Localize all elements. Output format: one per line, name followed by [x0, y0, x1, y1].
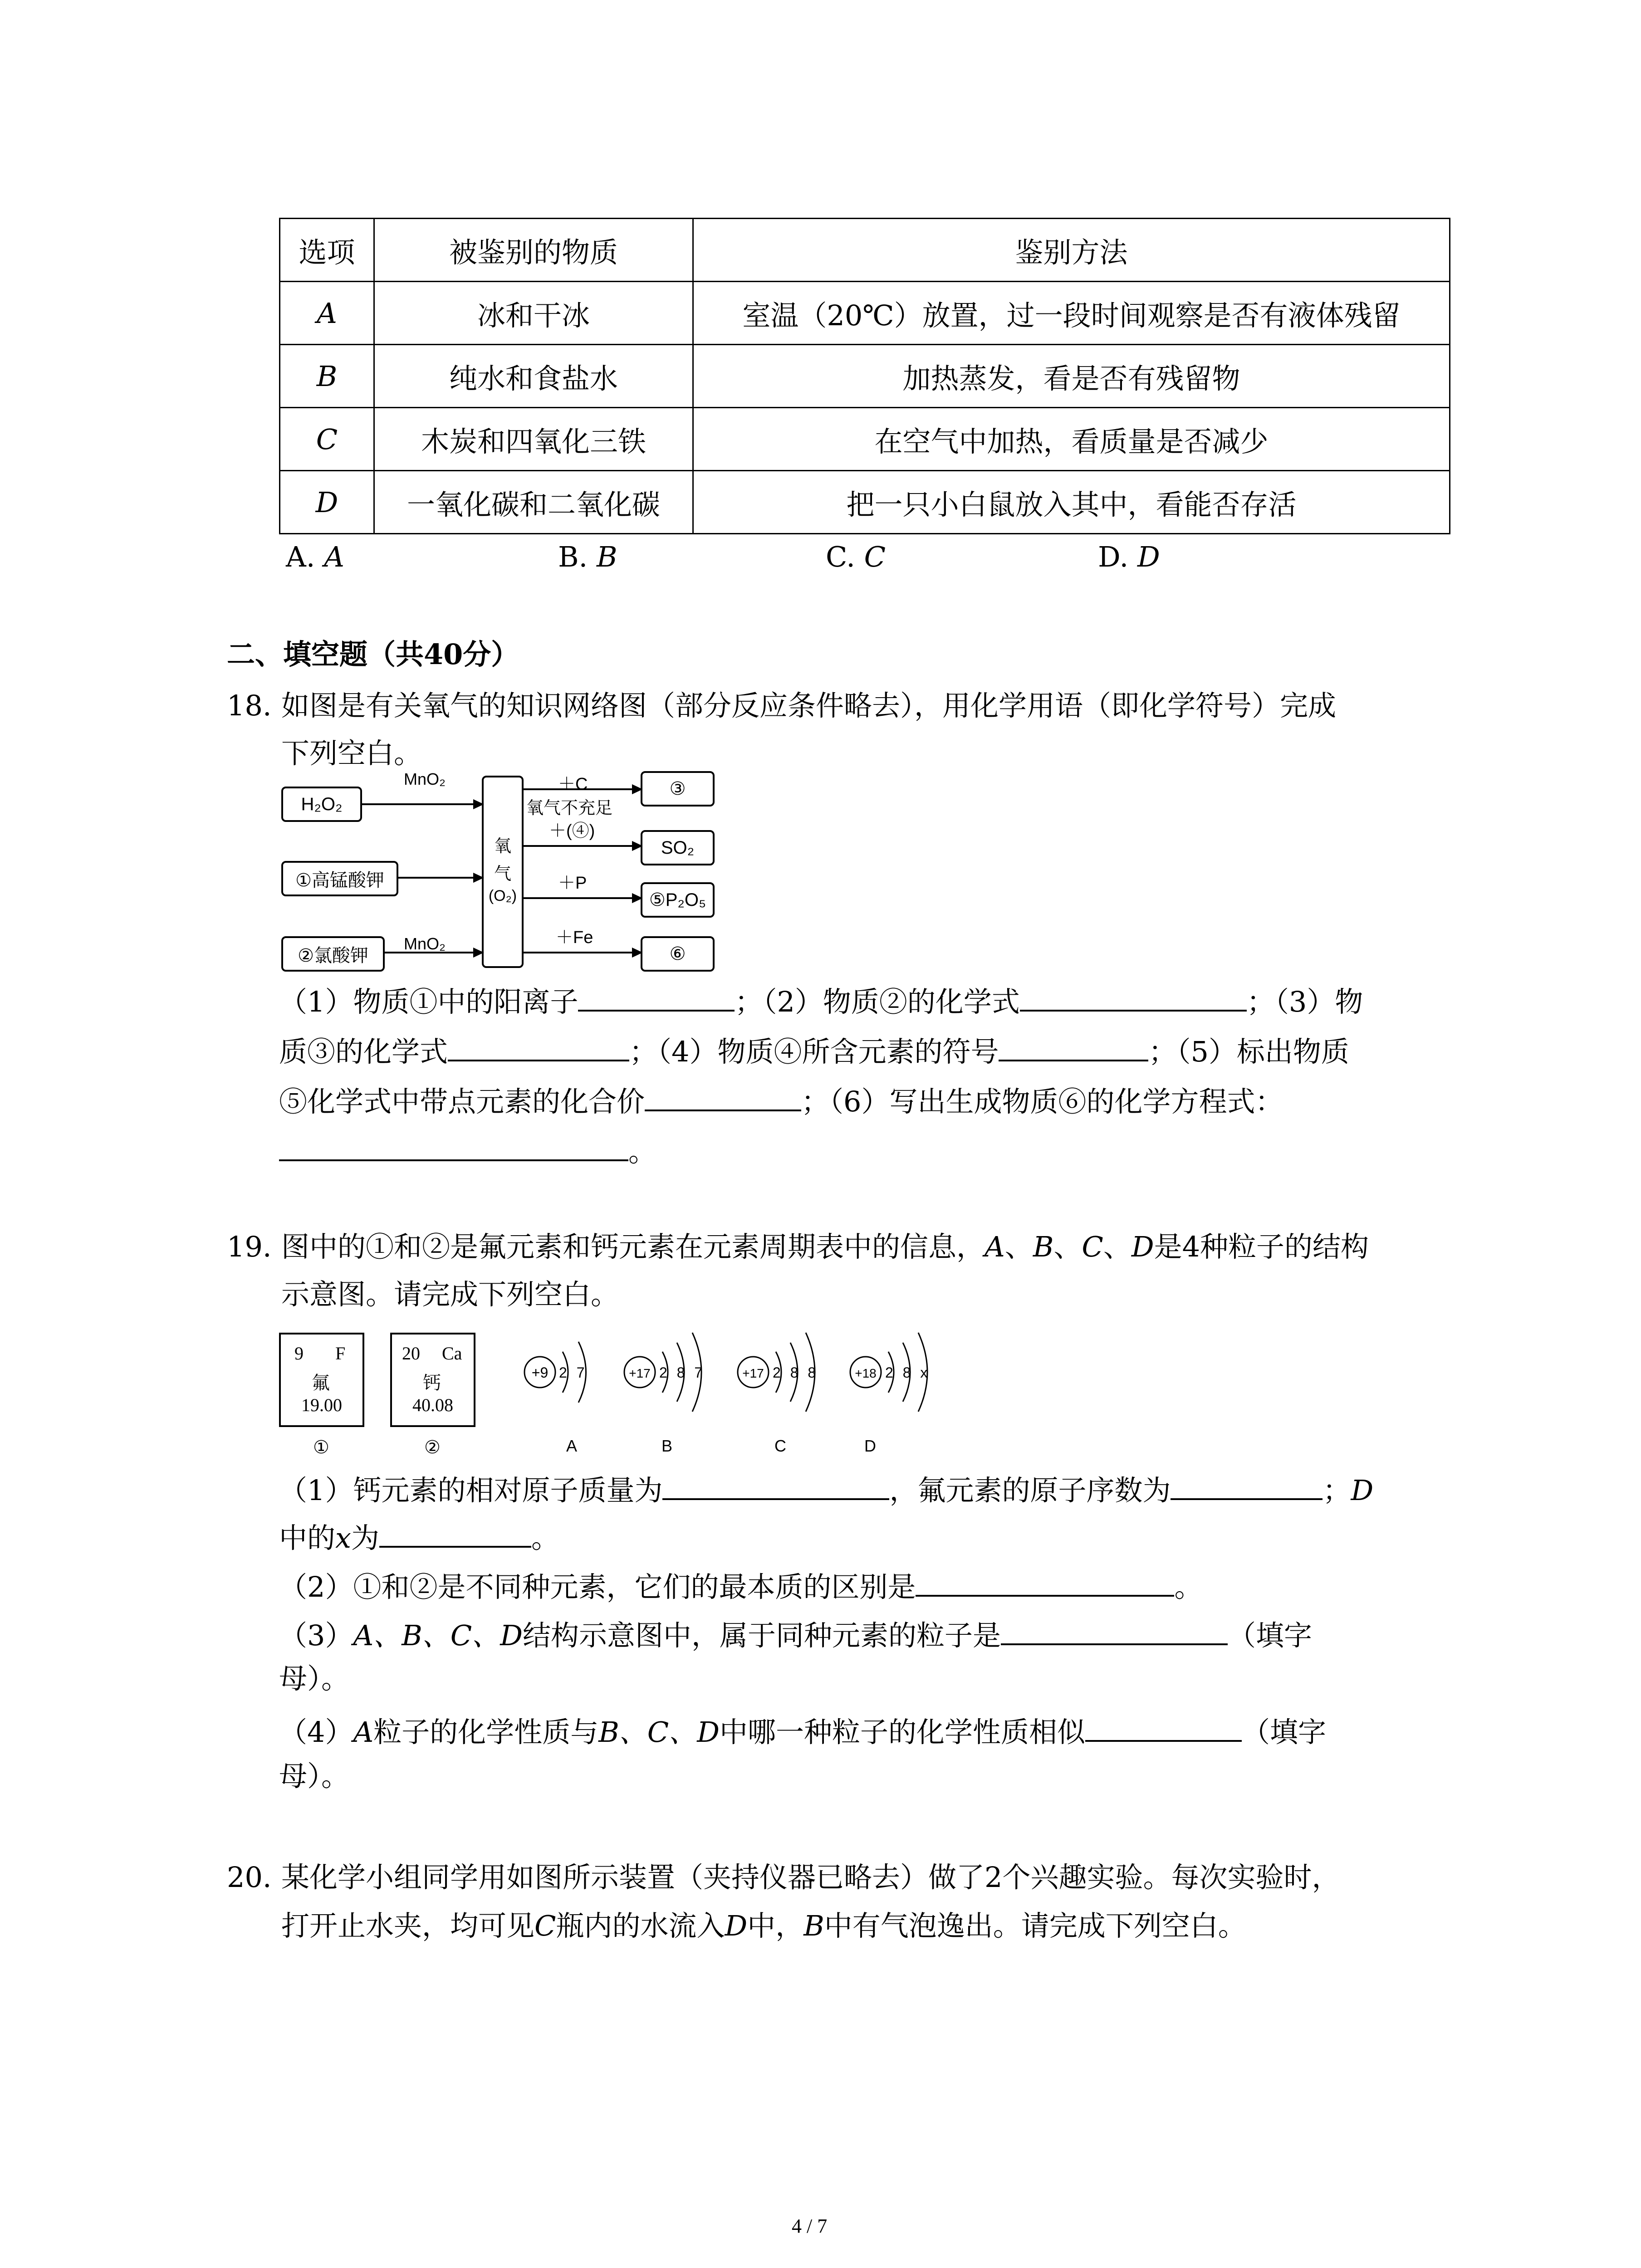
text-fragment: ，氟元素的原子序数为 — [889, 1474, 1171, 1507]
page-number: 4 / 7 — [792, 2215, 828, 2237]
particle-label: B — [661, 1437, 673, 1455]
text-fragment: 结构示意图中，属于同种元素的粒子是 — [522, 1619, 1001, 1652]
answer-blank[interactable] — [662, 1472, 889, 1500]
text-fragment: D — [1351, 1474, 1374, 1507]
answer-blank[interactable] — [578, 983, 735, 1012]
text-fragment: （填字 — [1227, 1619, 1312, 1652]
text-fragment: 。 — [628, 1135, 657, 1168]
text-fragment: （1）物质①中的阳离子 — [279, 985, 578, 1018]
q18-text-line: 下列空白。 — [281, 737, 422, 770]
section-title: 二、填空题（共40分） — [227, 638, 519, 671]
answer-blank[interactable] — [1171, 1472, 1323, 1500]
q19-text-line: 示意图。请完成下列空白。 — [281, 1278, 619, 1311]
table-cell: A — [280, 282, 374, 345]
table-cell: 加热蒸发，看是否有残留物 — [693, 345, 1450, 408]
text-fragment: D — [1131, 1230, 1154, 1263]
answer-blank[interactable] — [448, 1033, 629, 1061]
option-letter: B — [597, 540, 617, 573]
answer-blank[interactable] — [1020, 983, 1247, 1012]
atomic-number: 9 — [294, 1343, 304, 1364]
atomic-number: 20 — [402, 1343, 420, 1364]
text-fragment: D — [725, 1909, 748, 1942]
q20-text-line: 某化学小组同学用如图所示装置（夹持仪器已略去）做了2个兴趣实验。每次实验时， — [281, 1861, 1340, 1894]
element-name: 氟 — [312, 1373, 330, 1393]
text-fragment: 为 — [351, 1521, 379, 1554]
element-cell-fluorine — [279, 1333, 364, 1427]
electron-counts: 2 8 7 — [659, 1364, 705, 1381]
question-number: 18. — [227, 689, 272, 722]
text-fragment: ⑤化学式中带点元素的化合价 — [279, 1085, 645, 1118]
text-fragment: C — [534, 1909, 556, 1942]
text-fragment: ；（6）写出生成物质⑥的化学方程式： — [801, 1085, 1283, 1118]
text-fragment: 瓶内的水流入 — [556, 1909, 725, 1942]
text-fragment: A — [985, 1230, 1005, 1263]
box-kmno4: ①高锰酸钾 — [281, 861, 398, 896]
text-fragment: （填字 — [1241, 1716, 1326, 1749]
q18-line — [279, 1133, 656, 1166]
nucleus-charge: +18 — [855, 1366, 877, 1380]
q18-text-line: 如图是有关氧气的知识网络图（部分反应条件略去），用化学用语（即化学符号）完成 — [281, 689, 1337, 722]
condition-label: 氧气不充足 — [526, 799, 613, 818]
particle-label: A — [566, 1437, 578, 1455]
text-fragment: A — [353, 1716, 374, 1749]
answer-blank[interactable] — [379, 1520, 531, 1548]
table-header: 被鉴别的物质 — [374, 219, 693, 282]
table-cell: 室温（20℃）放置，过一段时间观察是否有液体残留 — [693, 282, 1450, 345]
answer-blank[interactable] — [1001, 1617, 1228, 1645]
element-symbol: F — [335, 1343, 346, 1364]
electron-counts: 2 8 8 — [773, 1364, 819, 1381]
box-h2o2: H₂O₂ — [281, 787, 362, 822]
particle-label: D — [864, 1437, 876, 1455]
q20-text-line — [281, 1909, 1246, 1942]
table-header: 鉴别方法 — [693, 219, 1450, 282]
nucleus-charge: +17 — [742, 1366, 764, 1380]
text-fragment: ；（2）物质②的化学式 — [735, 985, 1020, 1018]
q19-line: 母）。 — [279, 1760, 350, 1793]
box-product-p2o5: ⑤P₂O₅ — [641, 882, 715, 918]
box-kclo3: ②氯酸钾 — [281, 936, 385, 972]
cell-label: ① — [313, 1437, 329, 1458]
answer-blank[interactable] — [1085, 1714, 1242, 1742]
table-cell: 木炭和四氧化三铁 — [374, 408, 693, 471]
text-fragment: 粒子的化学性质与 — [373, 1716, 599, 1749]
option-prefix: B. — [558, 540, 588, 573]
option-prefix: D. — [1098, 540, 1129, 573]
atomic-mass: 19.00 — [301, 1395, 342, 1415]
oxygen-formula: (O₂) — [488, 887, 517, 904]
text-fragment: B — [803, 1909, 824, 1942]
text-fragment: ；（5）标出物质 — [1148, 1035, 1349, 1068]
text-fragment: 、 — [1103, 1230, 1132, 1263]
q19-line — [279, 1569, 1202, 1601]
text-fragment: ； — [1323, 1474, 1351, 1507]
nucleus-charge: +17 — [629, 1366, 651, 1380]
q18-line — [279, 983, 1363, 1016]
option-letter: A — [324, 540, 344, 573]
table-cell: B — [280, 345, 374, 408]
answer-blank[interactable] — [279, 1133, 628, 1161]
box-product-so2: SO₂ — [641, 830, 715, 865]
table-cell: D — [280, 471, 374, 534]
q19-line — [279, 1714, 1326, 1749]
q18-line — [279, 1083, 1283, 1116]
atomic-mass: 40.08 — [412, 1395, 453, 1415]
electron-counts: 2 8 x — [885, 1364, 931, 1381]
option-prefix: A. — [286, 540, 315, 573]
question-number: 20. — [227, 1861, 272, 1894]
table-cell: 纯水和食盐水 — [374, 345, 693, 408]
text-fragment: 质③的化学式 — [279, 1035, 448, 1068]
text-fragment: 打开止水夹，均可见 — [281, 1909, 535, 1942]
reactant-label: ＋P — [558, 874, 587, 893]
reactant-label: ＋Fe — [556, 928, 593, 947]
text-fragment: 中有气泡逸出。请完成下列空白。 — [824, 1909, 1246, 1942]
oxygen-char: 气 — [494, 865, 511, 884]
element-cell-calcium — [390, 1333, 475, 1427]
text-fragment: 。 — [1174, 1570, 1203, 1603]
text-fragment: 、 — [1004, 1230, 1033, 1263]
reactant-label: ＋(④) — [549, 821, 595, 841]
text-fragment: B — [1033, 1230, 1054, 1263]
option-letter: C — [864, 540, 886, 573]
q18-line — [279, 1033, 1349, 1066]
text-fragment: C — [1082, 1230, 1103, 1263]
text-fragment: （1）钙元素的相对原子质量为 — [279, 1474, 663, 1507]
text-fragment: x — [335, 1521, 351, 1554]
q19-line: 母）。 — [279, 1662, 350, 1695]
reactant-label: ＋C — [558, 775, 588, 794]
oxygen-char: 氧 — [494, 837, 511, 856]
answer-blank[interactable] — [999, 1033, 1148, 1061]
option-prefix: C. — [826, 540, 855, 573]
particle-label: C — [774, 1437, 786, 1455]
text-fragment: B、C、D — [598, 1716, 720, 1749]
q19-line — [279, 1520, 559, 1552]
text-fragment: 、 — [1053, 1230, 1082, 1263]
cell-label: ② — [424, 1437, 441, 1458]
table-cell: 冰和干冰 — [374, 282, 693, 345]
text-fragment: （2）①和②是不同种元素，它们的最本质的区别是 — [279, 1570, 916, 1603]
table-header: 选项 — [280, 219, 374, 282]
catalyst-label: MnO₂ — [404, 770, 446, 788]
element-symbol: Ca — [442, 1343, 462, 1364]
table-cell: 一氧化碳和二氧化碳 — [374, 471, 693, 534]
text-fragment: 中， — [747, 1909, 804, 1942]
table-cell: 在空气中加热，看质量是否减少 — [693, 408, 1450, 471]
q19-line — [279, 1617, 1312, 1650]
answer-blank[interactable] — [645, 1083, 801, 1111]
text-fragment: 中的 — [279, 1521, 336, 1554]
catalyst-label: MnO₂ — [404, 934, 446, 953]
question-number: 19. — [227, 1230, 272, 1263]
text-fragment: 中哪一种粒子的化学性质相似 — [719, 1716, 1085, 1749]
text-fragment: 图中的①和②是氟元素和钙元素在元素周期表中的信息， — [281, 1230, 985, 1263]
q19-text-line — [281, 1230, 1369, 1263]
text-fragment: 。 — [531, 1521, 560, 1554]
atom-structure-diagrams — [517, 1315, 971, 1470]
nucleus-charge: +9 — [531, 1364, 549, 1381]
text-fragment: （3） — [279, 1619, 353, 1652]
box-product-6: ⑥ — [641, 936, 715, 972]
text-fragment: ；（4）物质④所含元素的符号 — [629, 1035, 999, 1068]
q19-line — [279, 1472, 1373, 1505]
electron-counts: 2 7 — [559, 1364, 588, 1381]
text-fragment: A、B、C、D — [353, 1619, 523, 1652]
text-fragment: ；（3）物 — [1246, 985, 1363, 1018]
option-letter: D — [1137, 540, 1160, 573]
table-cell: C — [280, 408, 374, 471]
box-product-3: ③ — [641, 771, 715, 807]
text-fragment: （4） — [279, 1716, 353, 1749]
table-cell: 把一只小白鼠放入其中，看能否存活 — [693, 471, 1450, 534]
box-oxygen — [482, 776, 524, 968]
element-name: 钙 — [423, 1373, 441, 1393]
answer-blank[interactable] — [916, 1569, 1174, 1597]
text-fragment: 是4种粒子的结构 — [1154, 1230, 1369, 1263]
